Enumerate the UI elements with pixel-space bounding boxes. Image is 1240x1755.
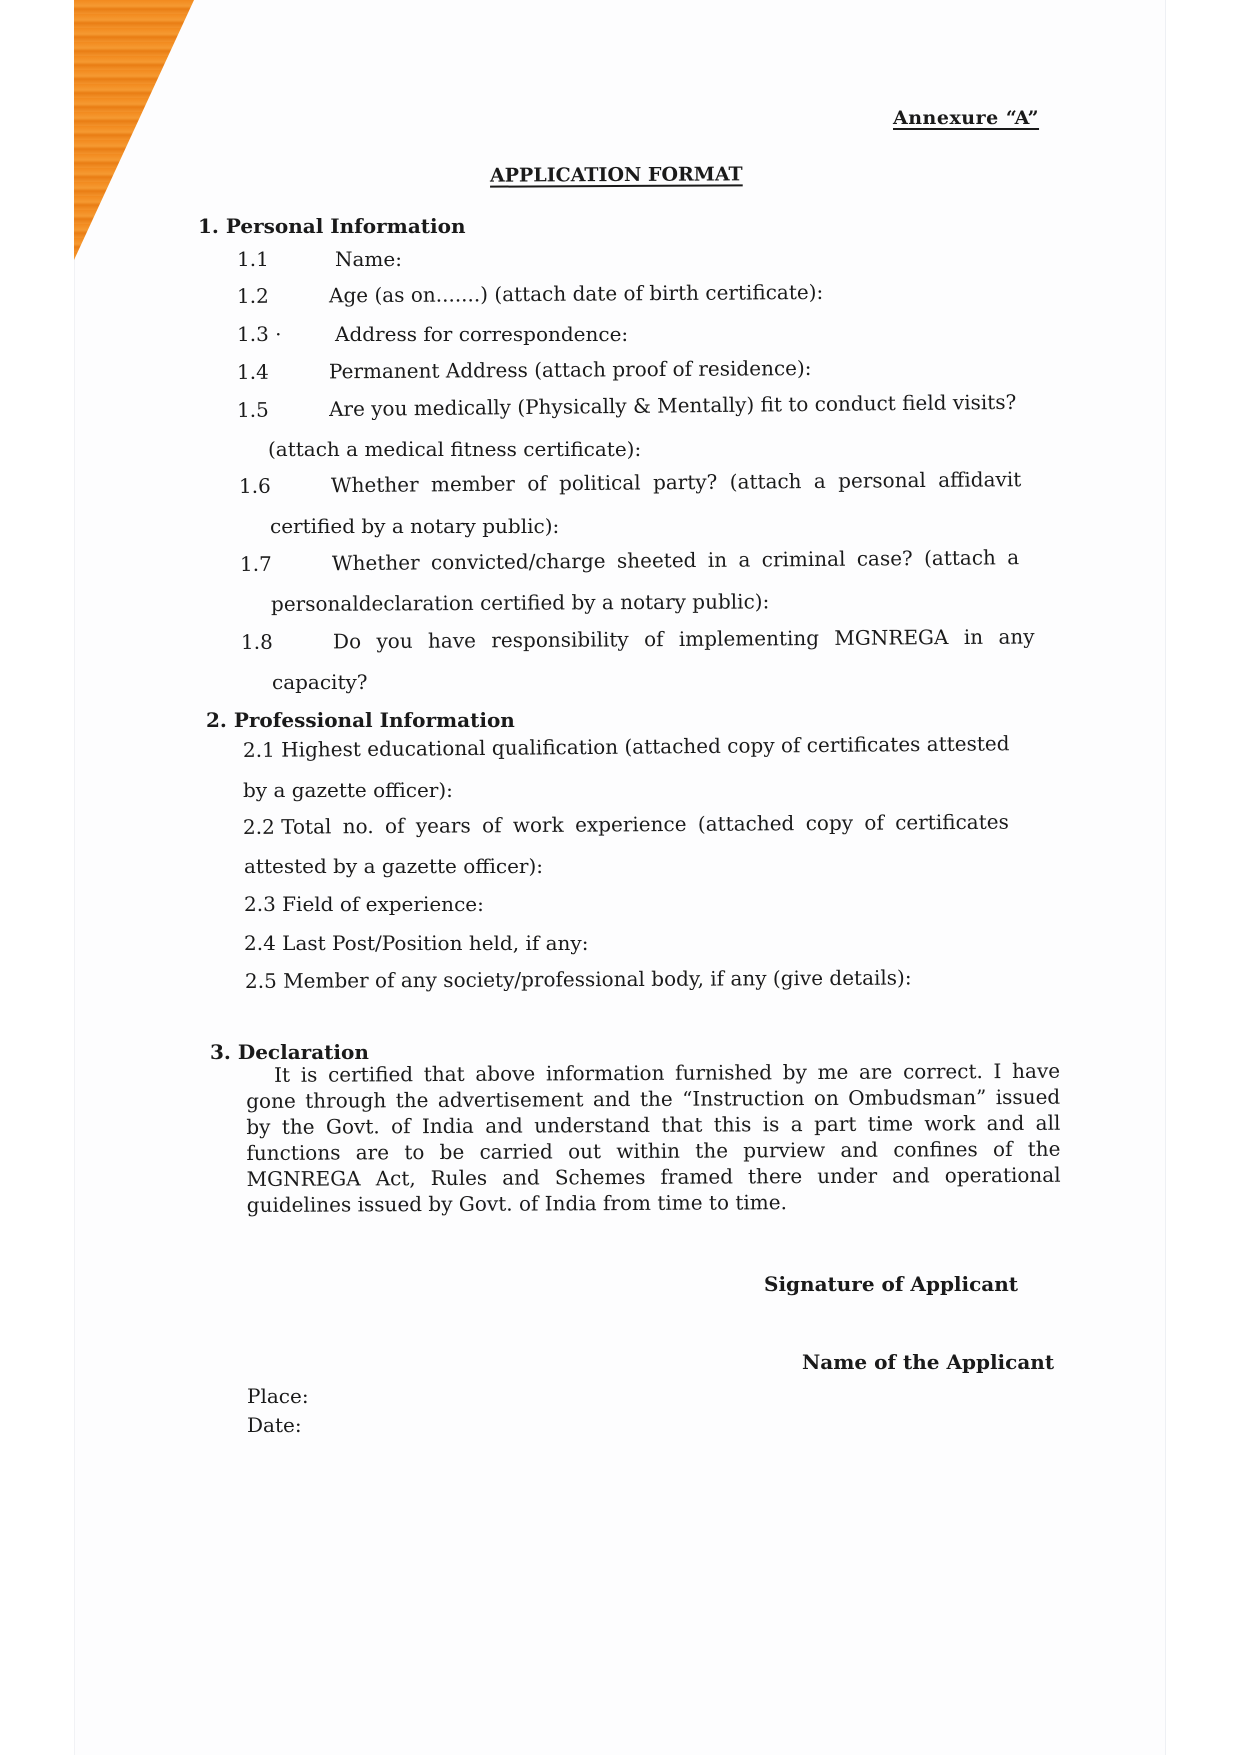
section-1-heading [198, 214, 466, 238]
item-text: Permanent Address (attach proof of residence): [328, 355, 812, 384]
item-text: Are you medically (Physically & Mentally) fit to conduct field visits? [328, 389, 1017, 422]
declaration-paragraph: It is certified that above information furnished by me are correct. I have gone through the advertisement and the “Instruction on Ombudsman” issued by the Govt. of India and understand that this is a part time work and all functions are to be carried out within the purview and confines of the MGNREGA Act, Rules and Schemes framed there under and operational guidelines issued by Govt. of India from time to time. [246, 1058, 1061, 1217]
section-title: Declaration [237, 1040, 369, 1064]
field-permanent-address [237, 356, 812, 384]
item-text: Whether convicted/charge sheeted in a criminal case? (attach a [331, 545, 1020, 576]
annexure-label: Annexure “A” [893, 107, 1040, 129]
field-age [237, 280, 823, 308]
field-mgnrega-responsibility-cont: capacity? [272, 670, 368, 694]
section-title: Professional Information [233, 708, 515, 732]
field-last-post [244, 931, 588, 955]
section-title: Personal Information [225, 214, 466, 238]
item-number: 1.4 [236, 359, 269, 384]
item-number: 2.4 [244, 931, 276, 955]
item-text: Last Post/Position held, if any: [282, 931, 589, 955]
item-text: Member of any society/professional body, if any (give details): [283, 965, 912, 993]
section-number: 1. [198, 214, 219, 238]
section-number: 2. [206, 708, 227, 732]
item-number: 1.8 [240, 629, 273, 654]
field-criminal-case-cont: personaldeclaration certified by a notary public): [270, 589, 770, 616]
item-text: Field of experience: [282, 892, 484, 916]
section-number: 3. [210, 1040, 231, 1064]
field-medical-fitness-cont: (attach a medical fitness certificate): [268, 437, 642, 461]
field-correspondence-address [237, 322, 628, 346]
item-text: Name: [335, 247, 402, 271]
page-title: APPLICATION FORMAT [489, 163, 743, 187]
field-society-membership [245, 966, 912, 993]
signature-label: Signature of Applicant [764, 1272, 1019, 1296]
section-3-heading [210, 1040, 369, 1064]
applicant-name-label: Name of the Applicant [802, 1350, 1055, 1374]
place-label: Place: [247, 1384, 309, 1408]
field-experience-years-cont: attested by a gazette officer): [244, 854, 544, 878]
item-number: 1.3 · [237, 322, 282, 346]
section-2-heading [206, 708, 515, 732]
item-text: Address for correspondence: [335, 322, 629, 346]
item-number: 2.5 [244, 968, 277, 993]
item-text: Age (as on.......) (attach date of birth certificate): [328, 279, 824, 308]
field-experience-area [244, 892, 484, 916]
item-number: 1.5 [236, 397, 269, 422]
item-text: Whether member of political party? (attach a personal affidavit [330, 467, 1022, 498]
item-text: Total no. of years of work experience (attached copy of certificates [281, 809, 1009, 839]
item-number: 2.1 [242, 737, 275, 762]
item-number: 1.1 [237, 247, 269, 271]
item-number: 1.7 [239, 551, 272, 576]
date-label: Date: [247, 1413, 302, 1437]
item-number: 1.2 [236, 283, 269, 308]
item-number: 2.3 [244, 892, 276, 916]
item-text: Highest educational qualification (attached copy of certificates attested [281, 731, 1010, 762]
field-education-cont: by a gazette officer): [243, 778, 453, 802]
field-name [237, 247, 402, 271]
item-number: 2.2 [242, 814, 275, 839]
declaration-text [246, 1058, 1061, 1218]
item-number: 1.6 [238, 473, 271, 498]
field-political-party-cont: certified by a notary public): [270, 514, 560, 538]
item-text: Do you have responsibility of implementing MGNREGA in any [332, 624, 1035, 654]
